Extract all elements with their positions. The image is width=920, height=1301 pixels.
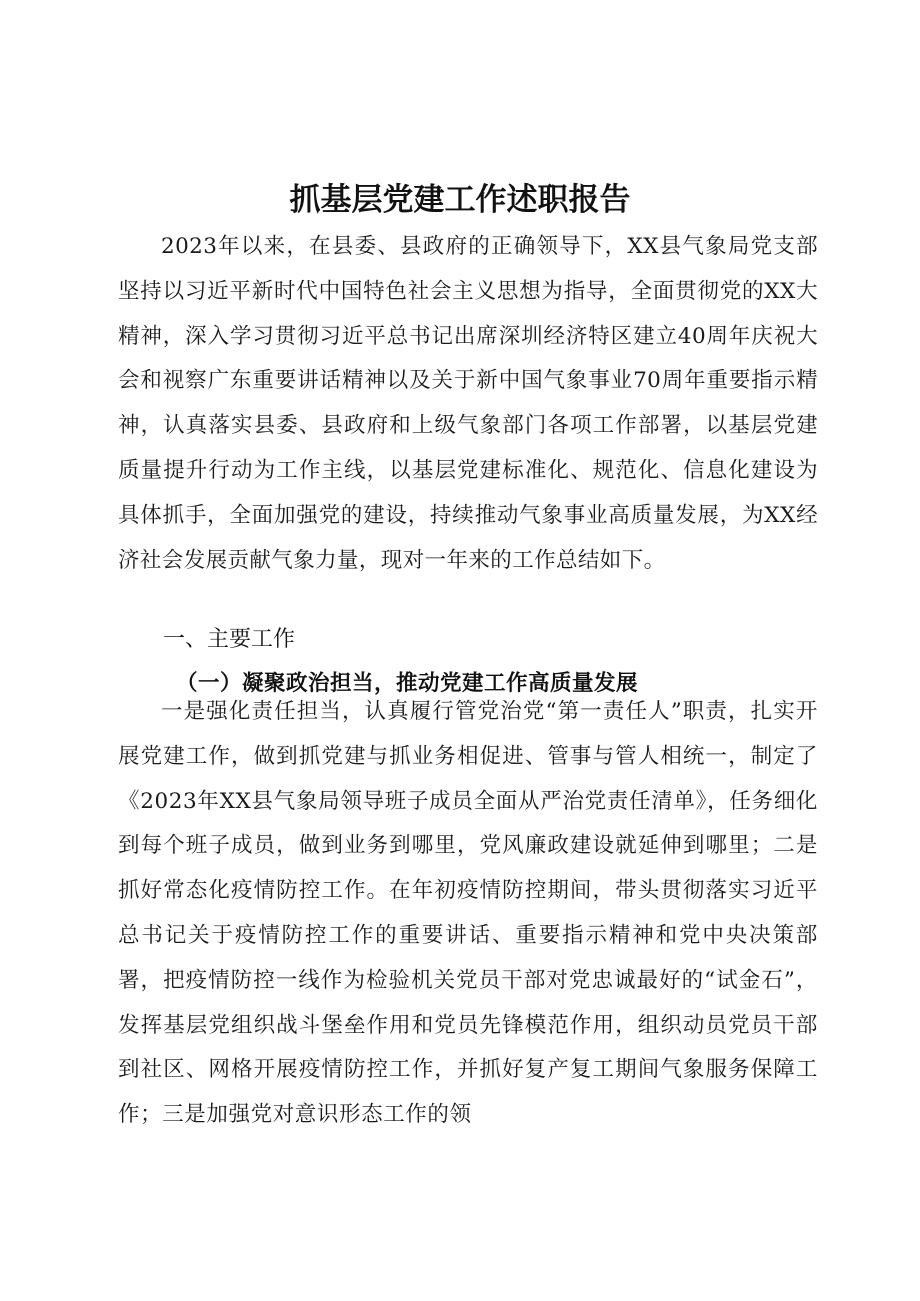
- subsection-heading-political-responsibility: （一）凝聚政治担当，推动党建工作高质量发展: [176, 671, 639, 696]
- section-heading-main-work: 一、主要工作: [163, 627, 296, 652]
- body-paragraph: 一是强化责任担当，认真履行管党治党“第一责任人”职责，扎实开展党建工作，做到抓党建与抓业务相促进、管事与管人相统一，制定了《2023年XX县气象局领导班子成员全面从严治党责任清单》，任务细化到每个班子成员，做到业务到哪里，党风廉政建设就延伸到哪里；二是抓好常态化疫情防控工作。在年初疫情防控期间，带头贯彻落实习近平总书记关于疫情防控工作的重要讲话、重要指示精神和党中央决策部署，把疫情防控一线作为检验机关党员干部对党忠诚最好的“试金石”，发挥基层党组织战斗堡垒作用和党员先锋模范作用，组织动员党员干部到社区、网格开展疫情防控工作，并抓好复产复工期间气象服务保障工作；三是加强党对意识形态工作的领: [118, 699, 818, 1128]
- document-title: 抓基层党建工作述职报告: [289, 182, 631, 218]
- intro-paragraph: 2023年以来，在县委、县政府的正确领导下，XX县气象局党支部坚持以习近平新时代中国特色社会主义思想为指导，全面贯彻党的XX大精神，深入学习贯彻习近平总书记出席深圳经济特区建立40周年庆祝大会和视察广东重要讲话精神以及关于新中国气象事业70周年重要指示精神，认真落实县委、县政府和上级气象部门各项工作部署，以基层党建质量提升行动为工作主线，以基层党建标准化、规范化、信息化建设为具体抓手，全面加强党的建设，持续推动气象事业高质量发展，为XX经济社会发展贡献气象力量，现对一年来的工作总结如下。: [118, 234, 818, 573]
